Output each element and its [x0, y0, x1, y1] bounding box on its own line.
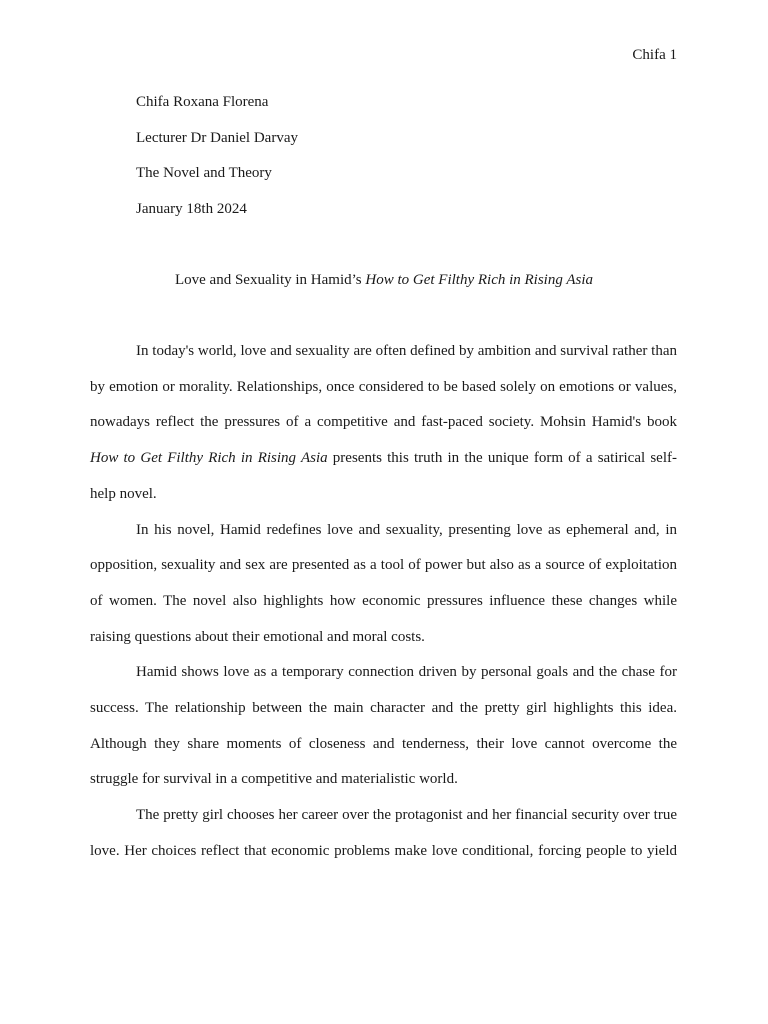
- title-italic-book: How to Get Filthy Rich in Rising Asia: [365, 272, 593, 288]
- running-head: Chifa 1: [632, 47, 677, 63]
- paragraph-2: In his novel, Hamid redefines love and sexuality, presenting love as ephemeral and, in opposition, sexuality and sex are presented as a tool of power but also as a source of exploitation of women. The novel also highlights how economic pressures influence these changes while raising questions about their emotional and moral costs.: [90, 521, 677, 645]
- body-text: [90, 334, 677, 870]
- paragraph-1-book-title: How to Get Filthy Rich in Rising Asia: [90, 450, 328, 467]
- paragraph-1: [90, 334, 677, 513]
- paragraph-3: Hamid shows love as a temporary connection driven by personal goals and the chase for success. The relationship between the main character and the pretty girl highlights this idea. Although they share moments of closeness and tenderness, their love cannot overcome the struggle for survival in a competitive and materialistic world.: [90, 664, 677, 788]
- lecturer-name: Lecturer Dr Daniel Darvay: [136, 129, 298, 146]
- course-name: The Novel and Theory: [136, 165, 272, 182]
- title-plain: Love and Sexuality in Hamid’s: [174, 272, 366, 288]
- paragraph-1-before: In today's world, love and sexuality are often defined by ambition and survival rather than by emotion or morality. Relationships, once considered to be based solely on emotions or values, nowadays reflect the pressures of a competitive and fast-paced society. Mohsin Hamid's book: [90, 343, 677, 431]
- paragraph-1-after: presents this truth in the unique form of a satirical self-help novel.: [90, 450, 677, 502]
- paragraph-4: The pretty girl chooses her career over the protagonist and her financial security over true love. Her choices reflect that economic problems make love conditional, forcing people to yield: [90, 807, 677, 859]
- author-name: Chifa Roxana Florena: [136, 94, 269, 110]
- paper-title: [90, 271, 678, 289]
- mla-heading: [136, 93, 298, 235]
- submission-date: January 18th 2024: [136, 200, 247, 217]
